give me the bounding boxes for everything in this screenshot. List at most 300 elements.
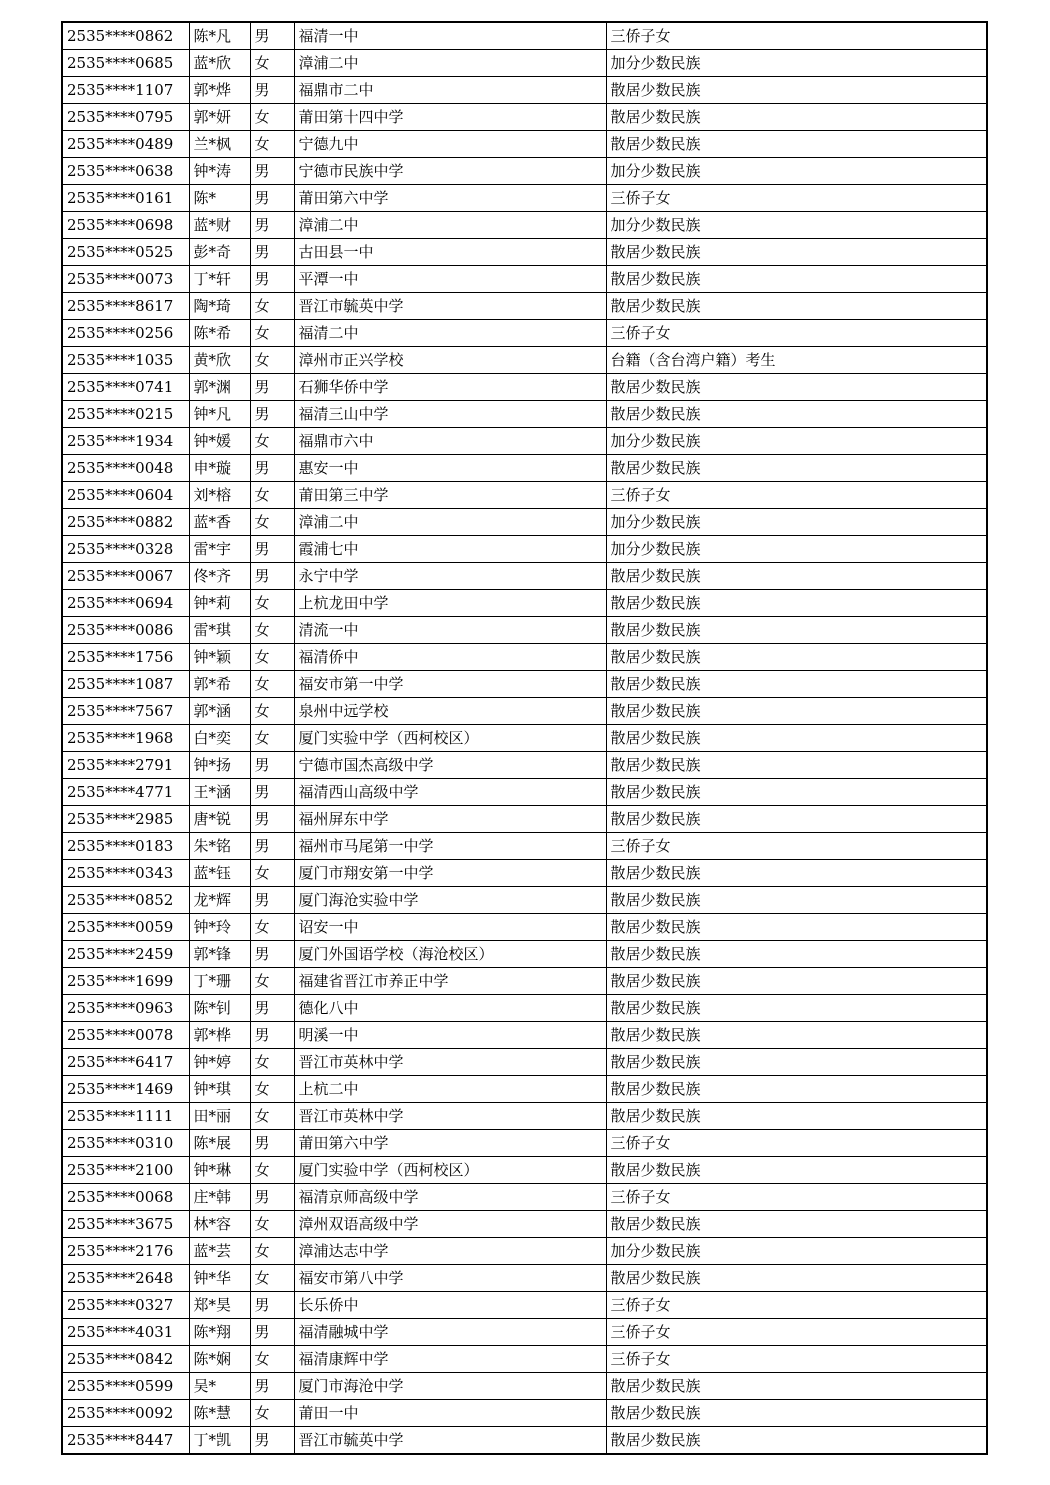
table-row bbox=[62, 995, 987, 1022]
category-cell: 散居少数民族 bbox=[606, 887, 987, 914]
category-cell: 散居少数民族 bbox=[606, 590, 987, 617]
name-cell: 钟*涛 bbox=[189, 158, 250, 185]
table-row bbox=[62, 212, 987, 239]
school-cell: 德化八中 bbox=[294, 995, 606, 1022]
category-cell: 散居少数民族 bbox=[606, 914, 987, 941]
name-cell: 申*璇 bbox=[189, 455, 250, 482]
category-cell: 散居少数民族 bbox=[606, 266, 987, 293]
school-cell: 厦门市翔安第一中学 bbox=[294, 860, 606, 887]
table-row bbox=[62, 1238, 987, 1265]
gender-cell: 女 bbox=[250, 725, 294, 752]
school-cell: 长乐侨中 bbox=[294, 1292, 606, 1319]
table-row bbox=[62, 1265, 987, 1292]
category-cell: 散居少数民族 bbox=[606, 1103, 987, 1130]
school-cell: 莆田第六中学 bbox=[294, 1130, 606, 1157]
gender-cell: 男 bbox=[250, 22, 294, 50]
gender-cell: 男 bbox=[250, 752, 294, 779]
id-cell: 2535****0215 bbox=[62, 401, 189, 428]
id-cell: 2535****2985 bbox=[62, 806, 189, 833]
name-cell: 雷*琪 bbox=[189, 617, 250, 644]
name-cell: 郭*桦 bbox=[189, 1022, 250, 1049]
id-cell: 2535****2100 bbox=[62, 1157, 189, 1184]
gender-cell: 男 bbox=[250, 1319, 294, 1346]
category-cell: 散居少数民族 bbox=[606, 1427, 987, 1455]
school-cell: 平潭一中 bbox=[294, 266, 606, 293]
table-row bbox=[62, 1184, 987, 1211]
id-cell: 2535****1699 bbox=[62, 968, 189, 995]
name-cell: 蓝*欣 bbox=[189, 50, 250, 77]
table-row bbox=[62, 779, 987, 806]
name-cell: 钟*媛 bbox=[189, 428, 250, 455]
category-cell: 加分少数民族 bbox=[606, 1238, 987, 1265]
name-cell: 钟*扬 bbox=[189, 752, 250, 779]
gender-cell: 女 bbox=[250, 50, 294, 77]
gender-cell: 男 bbox=[250, 77, 294, 104]
id-cell: 2535****0068 bbox=[62, 1184, 189, 1211]
category-cell: 加分少数民族 bbox=[606, 428, 987, 455]
table-row bbox=[62, 1076, 987, 1103]
school-cell: 宁德九中 bbox=[294, 131, 606, 158]
table-row bbox=[62, 1157, 987, 1184]
table-row bbox=[62, 482, 987, 509]
school-cell: 霞浦七中 bbox=[294, 536, 606, 563]
school-cell: 晋江市英林中学 bbox=[294, 1103, 606, 1130]
school-cell: 惠安一中 bbox=[294, 455, 606, 482]
category-cell: 加分少数民族 bbox=[606, 536, 987, 563]
id-cell: 2535****1756 bbox=[62, 644, 189, 671]
table-row bbox=[62, 671, 987, 698]
name-cell: 钟*琳 bbox=[189, 1157, 250, 1184]
id-cell: 2535****0092 bbox=[62, 1400, 189, 1427]
table-row bbox=[62, 887, 987, 914]
table-row bbox=[62, 860, 987, 887]
name-cell: 陶*琦 bbox=[189, 293, 250, 320]
name-cell: 黄*欣 bbox=[189, 347, 250, 374]
gender-cell: 男 bbox=[250, 1427, 294, 1455]
category-cell: 散居少数民族 bbox=[606, 131, 987, 158]
table-row bbox=[62, 428, 987, 455]
id-cell: 2535****0599 bbox=[62, 1373, 189, 1400]
category-cell: 三侨子女 bbox=[606, 1130, 987, 1157]
id-cell: 2535****0685 bbox=[62, 50, 189, 77]
id-cell: 2535****2648 bbox=[62, 1265, 189, 1292]
category-cell: 散居少数民族 bbox=[606, 1211, 987, 1238]
gender-cell: 男 bbox=[250, 1373, 294, 1400]
school-cell: 福清二中 bbox=[294, 320, 606, 347]
table-row bbox=[62, 752, 987, 779]
school-cell: 古田县一中 bbox=[294, 239, 606, 266]
school-cell: 晋江市毓英中学 bbox=[294, 293, 606, 320]
name-cell: 雷*宇 bbox=[189, 536, 250, 563]
gender-cell: 男 bbox=[250, 1130, 294, 1157]
school-cell: 宁德市民族中学 bbox=[294, 158, 606, 185]
school-cell: 泉州中远学校 bbox=[294, 698, 606, 725]
school-cell: 福清康辉中学 bbox=[294, 1346, 606, 1373]
table-row bbox=[62, 1373, 987, 1400]
gender-cell: 女 bbox=[250, 698, 294, 725]
school-cell: 莆田第十四中学 bbox=[294, 104, 606, 131]
category-cell: 散居少数民族 bbox=[606, 806, 987, 833]
name-cell: 林*容 bbox=[189, 1211, 250, 1238]
category-cell: 三侨子女 bbox=[606, 1319, 987, 1346]
name-cell: 钟*玲 bbox=[189, 914, 250, 941]
school-cell: 漳浦达志中学 bbox=[294, 1238, 606, 1265]
table-row bbox=[62, 536, 987, 563]
name-cell: 钟*凡 bbox=[189, 401, 250, 428]
school-cell: 晋江市毓英中学 bbox=[294, 1427, 606, 1455]
gender-cell: 女 bbox=[250, 617, 294, 644]
name-cell: 陈*凡 bbox=[189, 22, 250, 50]
school-cell: 漳浦二中 bbox=[294, 509, 606, 536]
table-row bbox=[62, 293, 987, 320]
name-cell: 白*奕 bbox=[189, 725, 250, 752]
gender-cell: 男 bbox=[250, 266, 294, 293]
table-row bbox=[62, 104, 987, 131]
school-cell: 漳浦二中 bbox=[294, 50, 606, 77]
category-cell: 散居少数民族 bbox=[606, 1373, 987, 1400]
table-row bbox=[62, 131, 987, 158]
name-cell: 钟*莉 bbox=[189, 590, 250, 617]
gender-cell: 女 bbox=[250, 1076, 294, 1103]
table-row bbox=[62, 455, 987, 482]
table-row bbox=[62, 914, 987, 941]
name-cell: 陈* bbox=[189, 185, 250, 212]
school-cell: 厦门实验中学（西柯校区） bbox=[294, 1157, 606, 1184]
category-cell: 散居少数民族 bbox=[606, 104, 987, 131]
gender-cell: 男 bbox=[250, 536, 294, 563]
gender-cell: 女 bbox=[250, 1238, 294, 1265]
id-cell: 2535****0078 bbox=[62, 1022, 189, 1049]
name-cell: 丁*珊 bbox=[189, 968, 250, 995]
id-cell: 2535****0328 bbox=[62, 536, 189, 563]
gender-cell: 女 bbox=[250, 1157, 294, 1184]
id-cell: 2535****2459 bbox=[62, 941, 189, 968]
category-cell: 散居少数民族 bbox=[606, 374, 987, 401]
category-cell: 散居少数民族 bbox=[606, 293, 987, 320]
name-cell: 陈*慧 bbox=[189, 1400, 250, 1427]
gender-cell: 女 bbox=[250, 1049, 294, 1076]
gender-cell: 男 bbox=[250, 563, 294, 590]
gender-cell: 男 bbox=[250, 1022, 294, 1049]
gender-cell: 男 bbox=[250, 941, 294, 968]
category-cell: 散居少数民族 bbox=[606, 1076, 987, 1103]
id-cell: 2535****3675 bbox=[62, 1211, 189, 1238]
name-cell: 龙*辉 bbox=[189, 887, 250, 914]
id-cell: 2535****1111 bbox=[62, 1103, 189, 1130]
table-row bbox=[62, 1049, 987, 1076]
id-cell: 2535****0343 bbox=[62, 860, 189, 887]
id-cell: 2535****2791 bbox=[62, 752, 189, 779]
school-cell: 福清京师高级中学 bbox=[294, 1184, 606, 1211]
id-cell: 2535****1968 bbox=[62, 725, 189, 752]
gender-cell: 女 bbox=[250, 644, 294, 671]
id-cell: 2535****1087 bbox=[62, 671, 189, 698]
name-cell: 王*涵 bbox=[189, 779, 250, 806]
category-cell: 散居少数民族 bbox=[606, 860, 987, 887]
name-cell: 郭*锋 bbox=[189, 941, 250, 968]
id-cell: 2535****0059 bbox=[62, 914, 189, 941]
category-cell: 三侨子女 bbox=[606, 833, 987, 860]
id-cell: 2535****0256 bbox=[62, 320, 189, 347]
school-cell: 上杭二中 bbox=[294, 1076, 606, 1103]
category-cell: 散居少数民族 bbox=[606, 1049, 987, 1076]
name-cell: 刘*榕 bbox=[189, 482, 250, 509]
category-cell: 加分少数民族 bbox=[606, 50, 987, 77]
id-cell: 2535****8447 bbox=[62, 1427, 189, 1455]
school-cell: 莆田第六中学 bbox=[294, 185, 606, 212]
gender-cell: 女 bbox=[250, 1400, 294, 1427]
gender-cell: 女 bbox=[250, 131, 294, 158]
gender-cell: 女 bbox=[250, 347, 294, 374]
name-cell: 唐*锐 bbox=[189, 806, 250, 833]
school-cell: 福州屏东中学 bbox=[294, 806, 606, 833]
id-cell: 2535****0852 bbox=[62, 887, 189, 914]
id-cell: 2535****0048 bbox=[62, 455, 189, 482]
name-cell: 庄*韩 bbox=[189, 1184, 250, 1211]
id-cell: 2535****0327 bbox=[62, 1292, 189, 1319]
id-cell: 2535****6417 bbox=[62, 1049, 189, 1076]
id-cell: 2535****1934 bbox=[62, 428, 189, 455]
gender-cell: 女 bbox=[250, 104, 294, 131]
gender-cell: 男 bbox=[250, 158, 294, 185]
name-cell: 吴* bbox=[189, 1373, 250, 1400]
category-cell: 散居少数民族 bbox=[606, 698, 987, 725]
gender-cell: 男 bbox=[250, 833, 294, 860]
id-cell: 2535****0067 bbox=[62, 563, 189, 590]
school-cell: 福建省晋江市养正中学 bbox=[294, 968, 606, 995]
category-cell: 三侨子女 bbox=[606, 185, 987, 212]
gender-cell: 女 bbox=[250, 1103, 294, 1130]
school-cell: 福鼎市二中 bbox=[294, 77, 606, 104]
school-cell: 厦门实验中学（西柯校区） bbox=[294, 725, 606, 752]
gender-cell: 女 bbox=[250, 428, 294, 455]
gender-cell: 女 bbox=[250, 590, 294, 617]
gender-cell: 男 bbox=[250, 779, 294, 806]
name-cell: 佟*齐 bbox=[189, 563, 250, 590]
id-cell: 2535****0862 bbox=[62, 22, 189, 50]
table-row bbox=[62, 725, 987, 752]
name-cell: 陈*展 bbox=[189, 1130, 250, 1157]
table-row bbox=[62, 806, 987, 833]
id-cell: 2535****0183 bbox=[62, 833, 189, 860]
id-cell: 2535****0086 bbox=[62, 617, 189, 644]
name-cell: 丁*轩 bbox=[189, 266, 250, 293]
id-cell: 2535****0795 bbox=[62, 104, 189, 131]
category-cell: 散居少数民族 bbox=[606, 644, 987, 671]
gender-cell: 女 bbox=[250, 860, 294, 887]
school-cell: 诏安一中 bbox=[294, 914, 606, 941]
id-cell: 2535****0741 bbox=[62, 374, 189, 401]
gender-cell: 男 bbox=[250, 212, 294, 239]
id-cell: 2535****4031 bbox=[62, 1319, 189, 1346]
table-row bbox=[62, 968, 987, 995]
school-cell: 福清侨中 bbox=[294, 644, 606, 671]
table-row bbox=[62, 1400, 987, 1427]
school-cell: 福安市第一中学 bbox=[294, 671, 606, 698]
school-cell: 石狮华侨中学 bbox=[294, 374, 606, 401]
category-cell: 散居少数民族 bbox=[606, 77, 987, 104]
name-cell: 钟*颖 bbox=[189, 644, 250, 671]
table-row bbox=[62, 320, 987, 347]
category-cell: 散居少数民族 bbox=[606, 563, 987, 590]
id-cell: 2535****4771 bbox=[62, 779, 189, 806]
table-row bbox=[62, 941, 987, 968]
table-row bbox=[62, 158, 987, 185]
name-cell: 郭*希 bbox=[189, 671, 250, 698]
name-cell: 蓝*香 bbox=[189, 509, 250, 536]
school-cell: 厦门海沧实验中学 bbox=[294, 887, 606, 914]
gender-cell: 女 bbox=[250, 671, 294, 698]
school-cell: 福清融城中学 bbox=[294, 1319, 606, 1346]
table-row bbox=[62, 1103, 987, 1130]
table-row bbox=[62, 1130, 987, 1157]
student-list-table bbox=[61, 21, 988, 1455]
category-cell: 台籍（含台湾户籍）考生 bbox=[606, 347, 987, 374]
name-cell: 郭*妍 bbox=[189, 104, 250, 131]
id-cell: 2535****1107 bbox=[62, 77, 189, 104]
category-cell: 散居少数民族 bbox=[606, 995, 987, 1022]
category-cell: 散居少数民族 bbox=[606, 968, 987, 995]
table-row bbox=[62, 374, 987, 401]
school-cell: 莆田第三中学 bbox=[294, 482, 606, 509]
name-cell: 田*丽 bbox=[189, 1103, 250, 1130]
table-row bbox=[62, 50, 987, 77]
table-row bbox=[62, 1319, 987, 1346]
id-cell: 2535****0694 bbox=[62, 590, 189, 617]
gender-cell: 女 bbox=[250, 482, 294, 509]
category-cell: 散居少数民族 bbox=[606, 941, 987, 968]
table-row bbox=[62, 698, 987, 725]
table-row bbox=[62, 1022, 987, 1049]
table-row bbox=[62, 266, 987, 293]
gender-cell: 男 bbox=[250, 374, 294, 401]
category-cell: 散居少数民族 bbox=[606, 401, 987, 428]
school-cell: 福清一中 bbox=[294, 22, 606, 50]
gender-cell: 男 bbox=[250, 455, 294, 482]
table-row bbox=[62, 617, 987, 644]
gender-cell: 男 bbox=[250, 1292, 294, 1319]
category-cell: 加分少数民族 bbox=[606, 509, 987, 536]
gender-cell: 男 bbox=[250, 401, 294, 428]
table-row bbox=[62, 563, 987, 590]
school-cell: 漳州双语高级中学 bbox=[294, 1211, 606, 1238]
school-cell: 福安市第八中学 bbox=[294, 1265, 606, 1292]
category-cell: 三侨子女 bbox=[606, 482, 987, 509]
name-cell: 陈*希 bbox=[189, 320, 250, 347]
category-cell: 散居少数民族 bbox=[606, 455, 987, 482]
category-cell: 三侨子女 bbox=[606, 1346, 987, 1373]
table-row bbox=[62, 644, 987, 671]
name-cell: 钟*华 bbox=[189, 1265, 250, 1292]
gender-cell: 男 bbox=[250, 239, 294, 266]
category-cell: 散居少数民族 bbox=[606, 239, 987, 266]
id-cell: 2535****2176 bbox=[62, 1238, 189, 1265]
gender-cell: 女 bbox=[250, 1211, 294, 1238]
category-cell: 散居少数民族 bbox=[606, 1022, 987, 1049]
category-cell: 三侨子女 bbox=[606, 22, 987, 50]
id-cell: 2535****7567 bbox=[62, 698, 189, 725]
table-row bbox=[62, 509, 987, 536]
category-cell: 散居少数民族 bbox=[606, 1157, 987, 1184]
table-row bbox=[62, 401, 987, 428]
school-cell: 厦门市海沧中学 bbox=[294, 1373, 606, 1400]
gender-cell: 男 bbox=[250, 887, 294, 914]
name-cell: 郑*昊 bbox=[189, 1292, 250, 1319]
name-cell: 郭*渊 bbox=[189, 374, 250, 401]
name-cell: 蓝*钰 bbox=[189, 860, 250, 887]
school-cell: 莆田一中 bbox=[294, 1400, 606, 1427]
gender-cell: 女 bbox=[250, 914, 294, 941]
id-cell: 2535****0604 bbox=[62, 482, 189, 509]
id-cell: 2535****1035 bbox=[62, 347, 189, 374]
category-cell: 三侨子女 bbox=[606, 1184, 987, 1211]
table-row bbox=[62, 185, 987, 212]
id-cell: 2535****0842 bbox=[62, 1346, 189, 1373]
name-cell: 钟*琪 bbox=[189, 1076, 250, 1103]
id-cell: 2535****0073 bbox=[62, 266, 189, 293]
school-cell: 清流一中 bbox=[294, 617, 606, 644]
id-cell: 2535****8617 bbox=[62, 293, 189, 320]
school-cell: 明溪一中 bbox=[294, 1022, 606, 1049]
category-cell: 加分少数民族 bbox=[606, 158, 987, 185]
id-cell: 2535****0161 bbox=[62, 185, 189, 212]
table-row bbox=[62, 1346, 987, 1373]
school-cell: 漳州市正兴学校 bbox=[294, 347, 606, 374]
category-cell: 散居少数民族 bbox=[606, 671, 987, 698]
table-row bbox=[62, 22, 987, 50]
name-cell: 彭*奇 bbox=[189, 239, 250, 266]
school-cell: 上杭龙田中学 bbox=[294, 590, 606, 617]
id-cell: 2535****0525 bbox=[62, 239, 189, 266]
name-cell: 陈*钊 bbox=[189, 995, 250, 1022]
gender-cell: 男 bbox=[250, 995, 294, 1022]
name-cell: 兰*枫 bbox=[189, 131, 250, 158]
gender-cell: 男 bbox=[250, 1184, 294, 1211]
table-row bbox=[62, 239, 987, 266]
id-cell: 2535****0698 bbox=[62, 212, 189, 239]
category-cell: 加分少数民族 bbox=[606, 212, 987, 239]
name-cell: 郭*涵 bbox=[189, 698, 250, 725]
school-cell: 永宁中学 bbox=[294, 563, 606, 590]
gender-cell: 女 bbox=[250, 320, 294, 347]
table-row bbox=[62, 833, 987, 860]
school-cell: 福鼎市六中 bbox=[294, 428, 606, 455]
category-cell: 散居少数民族 bbox=[606, 779, 987, 806]
school-cell: 漳浦二中 bbox=[294, 212, 606, 239]
category-cell: 散居少数民族 bbox=[606, 725, 987, 752]
table-row bbox=[62, 1292, 987, 1319]
gender-cell: 女 bbox=[250, 1265, 294, 1292]
category-cell: 散居少数民族 bbox=[606, 1265, 987, 1292]
name-cell: 陈*娴 bbox=[189, 1346, 250, 1373]
table-row bbox=[62, 590, 987, 617]
category-cell: 散居少数民族 bbox=[606, 617, 987, 644]
gender-cell: 女 bbox=[250, 509, 294, 536]
id-cell: 2535****0963 bbox=[62, 995, 189, 1022]
id-cell: 2535****0489 bbox=[62, 131, 189, 158]
school-cell: 福州市马尾第一中学 bbox=[294, 833, 606, 860]
gender-cell: 女 bbox=[250, 293, 294, 320]
gender-cell: 男 bbox=[250, 185, 294, 212]
name-cell: 陈*翔 bbox=[189, 1319, 250, 1346]
gender-cell: 女 bbox=[250, 968, 294, 995]
school-cell: 福清西山高级中学 bbox=[294, 779, 606, 806]
id-cell: 2535****0310 bbox=[62, 1130, 189, 1157]
name-cell: 蓝*财 bbox=[189, 212, 250, 239]
table-row bbox=[62, 1211, 987, 1238]
school-cell: 宁德市国杰高级中学 bbox=[294, 752, 606, 779]
gender-cell: 女 bbox=[250, 1346, 294, 1373]
